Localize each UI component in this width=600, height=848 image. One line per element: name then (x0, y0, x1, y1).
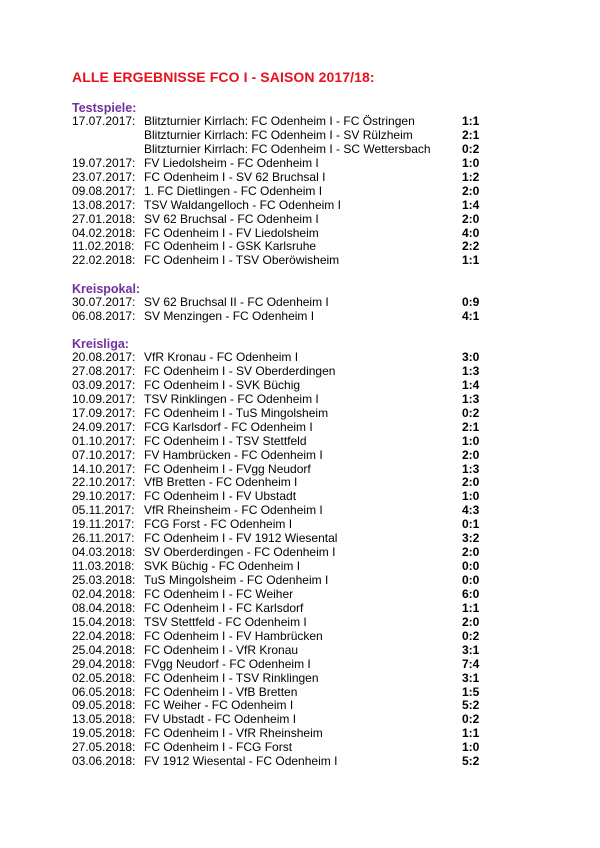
result-row (72, 393, 512, 407)
result-match: FC Odenheim I - FCG Forst (144, 740, 293, 755)
result-score: 0:2 (462, 628, 480, 643)
result-match: TSV Stettfeld - FC Odenheim I (144, 614, 307, 629)
result-score: 7:4 (462, 656, 480, 671)
result-match: FC Odenheim I - FV Ubstadt (144, 489, 297, 504)
page-title: ALLE ERGEBNISSE FCO I - SAISON 2017/18: (72, 69, 375, 85)
result-row (72, 407, 512, 421)
result-score: 1:0 (462, 740, 480, 755)
result-match: TSV Waldangelloch - FC Odenheim I (144, 197, 341, 212)
result-date: 05.11.2017: (72, 503, 135, 518)
result-score: 2:2 (462, 239, 480, 254)
result-row (72, 616, 512, 630)
result-score: 3:1 (462, 670, 480, 685)
result-date: 01.10.2017: (72, 433, 136, 448)
results-list (72, 351, 512, 769)
result-score: 1:1 (462, 114, 480, 128)
result-date: 24.09.2017: (72, 419, 136, 434)
result-date: 19.05.2018: (72, 726, 136, 741)
result-date: 29.04.2018: (72, 656, 136, 671)
result-row (72, 185, 512, 199)
result-score: 2:0 (462, 183, 480, 198)
result-row (72, 532, 512, 546)
result-match: FCG Karlsdorf - FC Odenheim I (144, 419, 313, 434)
result-score: 4:1 (462, 308, 480, 323)
result-score: 1:5 (462, 684, 480, 699)
result-date: 03.09.2017: (72, 377, 136, 392)
result-score: 1:2 (462, 169, 480, 184)
result-row (72, 727, 512, 741)
result-match: FC Weiher - FC Odenheim I (144, 698, 294, 713)
result-row (72, 574, 512, 588)
result-date: 06.05.2018: (72, 684, 136, 699)
result-match: FC Odenheim I - TSV Stettfeld (144, 433, 307, 448)
result-score: 3:2 (462, 531, 480, 546)
result-row (72, 351, 512, 365)
result-score: 2:0 (462, 545, 480, 560)
result-match: FCG Forst - FC Odenheim I (144, 517, 293, 532)
result-date: 26.11.2017: (72, 531, 135, 546)
result-row (72, 476, 512, 490)
result-date: 29.10.2017: (72, 489, 136, 504)
result-match: FV 1912 Wiesental - FC Odenheim I (144, 754, 338, 769)
result-score: 0:2 (462, 712, 480, 727)
section-heading: Kreisliga: (72, 337, 129, 351)
result-match: FC Odenheim I - VfR Kronau (144, 642, 299, 657)
section-heading: Kreispokal: (72, 282, 141, 296)
result-row (72, 449, 512, 463)
result-row (72, 463, 512, 477)
result-row (72, 546, 512, 560)
result-date: 08.04.2018: (72, 600, 136, 615)
result-date: 25.03.2018: (72, 573, 136, 587)
result-match: SVK Büchig - FC Odenheim I (144, 559, 301, 574)
result-row (72, 143, 512, 157)
result-date: 19.07.2017: (72, 155, 136, 170)
result-row (72, 240, 512, 254)
result-row (72, 560, 512, 574)
result-score: 1:1 (462, 726, 480, 741)
result-match: FC Odenheim I - FV Liedolsheim (144, 225, 319, 240)
result-match: FC Odenheim I - VfR Rheinsheim (144, 726, 323, 741)
result-row (72, 129, 512, 143)
result-match: FC Odenheim I - FVgg Neudorf (144, 461, 311, 476)
result-score: 2:0 (462, 211, 480, 226)
result-date: 13.05.2018: (72, 712, 136, 727)
result-date: 27.08.2017: (72, 363, 136, 378)
result-score: 6:0 (462, 586, 480, 601)
results-list (72, 115, 512, 268)
result-date: 17.07.2017: (72, 114, 136, 128)
result-score: 1:0 (462, 433, 480, 448)
result-date: 20.08.2017: (72, 350, 136, 364)
result-row (72, 588, 512, 602)
result-match: SV Oberderdingen - FC Odenheim I (144, 545, 336, 560)
result-score: 1:1 (462, 600, 480, 615)
result-date: 09.08.2017: (72, 183, 136, 198)
result-match: FC Odenheim I - SV 62 Bruchsal I (144, 169, 326, 184)
result-row (72, 254, 512, 268)
result-date: 22.10.2017: (72, 475, 136, 490)
result-row (72, 741, 512, 755)
result-score: 2:1 (462, 419, 480, 434)
result-date: 03.06.2018: (72, 754, 136, 769)
result-score: 0:2 (462, 405, 480, 420)
result-match: FC Odenheim I - TSV Oberöwisheim (144, 253, 340, 268)
result-score: 1:4 (462, 377, 480, 392)
section-heading: Testspiele: (72, 101, 137, 115)
result-match: FV Liedolsheim - FC Odenheim I (144, 155, 319, 170)
result-score: 0:1 (462, 517, 480, 532)
result-match: FC Odenheim I - SV Oberderdingen (144, 363, 336, 378)
result-date: 22.02.2018: (72, 253, 136, 268)
result-match: FC Odenheim I - SVK Büchig (144, 377, 301, 392)
section-testspiele (72, 101, 512, 268)
result-row (72, 115, 512, 129)
result-row (72, 296, 512, 310)
result-date: 25.04.2018: (72, 642, 136, 657)
result-score: 2:0 (462, 614, 480, 629)
result-row (72, 435, 512, 449)
result-match: VfB Bretten - FC Odenheim I (144, 475, 298, 490)
result-row (72, 672, 512, 686)
result-score: 5:2 (462, 754, 480, 769)
result-date: 15.04.2018: (72, 614, 136, 629)
result-match: SV 62 Bruchsal - FC Odenheim I (144, 211, 319, 226)
result-score: 1:4 (462, 197, 480, 212)
result-date: 10.09.2017: (72, 391, 136, 406)
result-match: FV Ubstadt - FC Odenheim I (144, 712, 297, 727)
result-match: SV 62 Bruchsal II - FC Odenheim I (144, 295, 329, 309)
result-date: 06.08.2017: (72, 308, 136, 323)
result-match: FC Odenheim I - FC Karlsdorf (144, 600, 304, 615)
result-score: 2:0 (462, 475, 480, 490)
result-row (72, 157, 512, 171)
result-match: FC Odenheim I - FC Weiher (144, 586, 294, 601)
result-row (72, 227, 512, 241)
result-date: 27.01.2018: (72, 211, 136, 226)
result-row (72, 713, 512, 727)
result-score: 1:3 (462, 461, 480, 476)
result-row (72, 602, 512, 616)
result-score: 1:1 (462, 253, 480, 268)
result-date: 27.05.2018: (72, 740, 136, 755)
result-date: 22.04.2018: (72, 628, 136, 643)
result-score: 2:0 (462, 447, 480, 462)
result-date: 09.05.2018: (72, 698, 136, 713)
result-row (72, 310, 512, 324)
result-date: 02.05.2018: (72, 670, 136, 685)
result-score: 0:0 (462, 559, 480, 574)
result-date: 13.08.2017: (72, 197, 136, 212)
result-row (72, 421, 512, 435)
result-row (72, 213, 512, 227)
section-kreisliga (72, 337, 512, 769)
result-row (72, 171, 512, 185)
result-score: 0:9 (462, 295, 480, 309)
result-date: 23.07.2017: (72, 169, 136, 184)
result-row (72, 365, 512, 379)
result-match: 1. FC Dietlingen - FC Odenheim I (144, 183, 323, 198)
result-match: FC Odenheim I - FV 1912 Wiesental (144, 531, 338, 546)
result-score: 1:3 (462, 363, 480, 378)
result-score: 1:3 (462, 391, 480, 406)
result-match: FC Odenheim I - TSV Rinklingen (144, 670, 319, 685)
result-score: 0:0 (462, 573, 480, 587)
result-row (72, 686, 512, 700)
result-date: 14.10.2017: (72, 461, 136, 476)
result-match: FV Hambrücken - FC Odenheim I (144, 447, 323, 462)
result-match: FC Odenheim I - VfB Bretten (144, 684, 298, 699)
result-match: TuS Mingolsheim - FC Odenheim I (144, 573, 329, 587)
result-score: 3:0 (462, 350, 480, 364)
result-score: 0:2 (462, 141, 480, 156)
result-score: 4:0 (462, 225, 480, 240)
result-row (72, 379, 512, 393)
result-match: VfR Kronau - FC Odenheim I (144, 350, 299, 364)
result-score: 4:3 (462, 503, 480, 518)
result-row (72, 658, 512, 672)
result-date: 11.03.2018: (72, 559, 135, 574)
result-date: 02.04.2018: (72, 586, 136, 601)
result-match: TSV Rinklingen - FC Odenheim I (144, 391, 319, 406)
result-score: 1:0 (462, 155, 480, 170)
result-row (72, 644, 512, 658)
result-date: 17.09.2017: (72, 405, 136, 420)
result-match: SV Menzingen - FC Odenheim I (144, 308, 315, 323)
result-match: Blitzturnier Kirrlach: FC Odenheim I - SV Rülzheim (144, 127, 413, 142)
result-date: 30.07.2017: (72, 295, 136, 309)
result-match: FC Odenheim I - FV Hambrücken (144, 628, 323, 643)
result-row (72, 755, 512, 769)
result-score: 2:1 (462, 127, 480, 142)
result-row (72, 630, 512, 644)
result-date: 19.11.2017: (72, 517, 135, 532)
result-match: FC Odenheim I - GSK Karlsruhe (144, 239, 317, 254)
result-date: 11.02.2018: (72, 239, 135, 254)
result-match: Blitzturnier Kirrlach: FC Odenheim I - SC Wettersbach (144, 141, 431, 156)
result-match: VfR Rheinsheim - FC Odenheim I (144, 503, 323, 518)
result-score: 5:2 (462, 698, 480, 713)
result-score: 1:0 (462, 489, 480, 504)
result-row (72, 199, 512, 213)
result-row (72, 504, 512, 518)
section-kreispokal (72, 282, 512, 324)
result-match: FVgg Neudorf - FC Odenheim I (144, 656, 311, 671)
result-match: FC Odenheim I - TuS Mingolsheim (144, 405, 329, 420)
result-match: Blitzturnier Kirrlach: FC Odenheim I - FC Östringen (144, 114, 415, 128)
result-row (72, 518, 512, 532)
result-date: 04.02.2018: (72, 225, 136, 240)
result-date: 07.10.2017: (72, 447, 136, 462)
result-date: 04.03.2018: (72, 545, 136, 560)
result-score: 3:1 (462, 642, 480, 657)
result-row (72, 699, 512, 713)
result-row (72, 490, 512, 504)
results-list (72, 296, 512, 324)
